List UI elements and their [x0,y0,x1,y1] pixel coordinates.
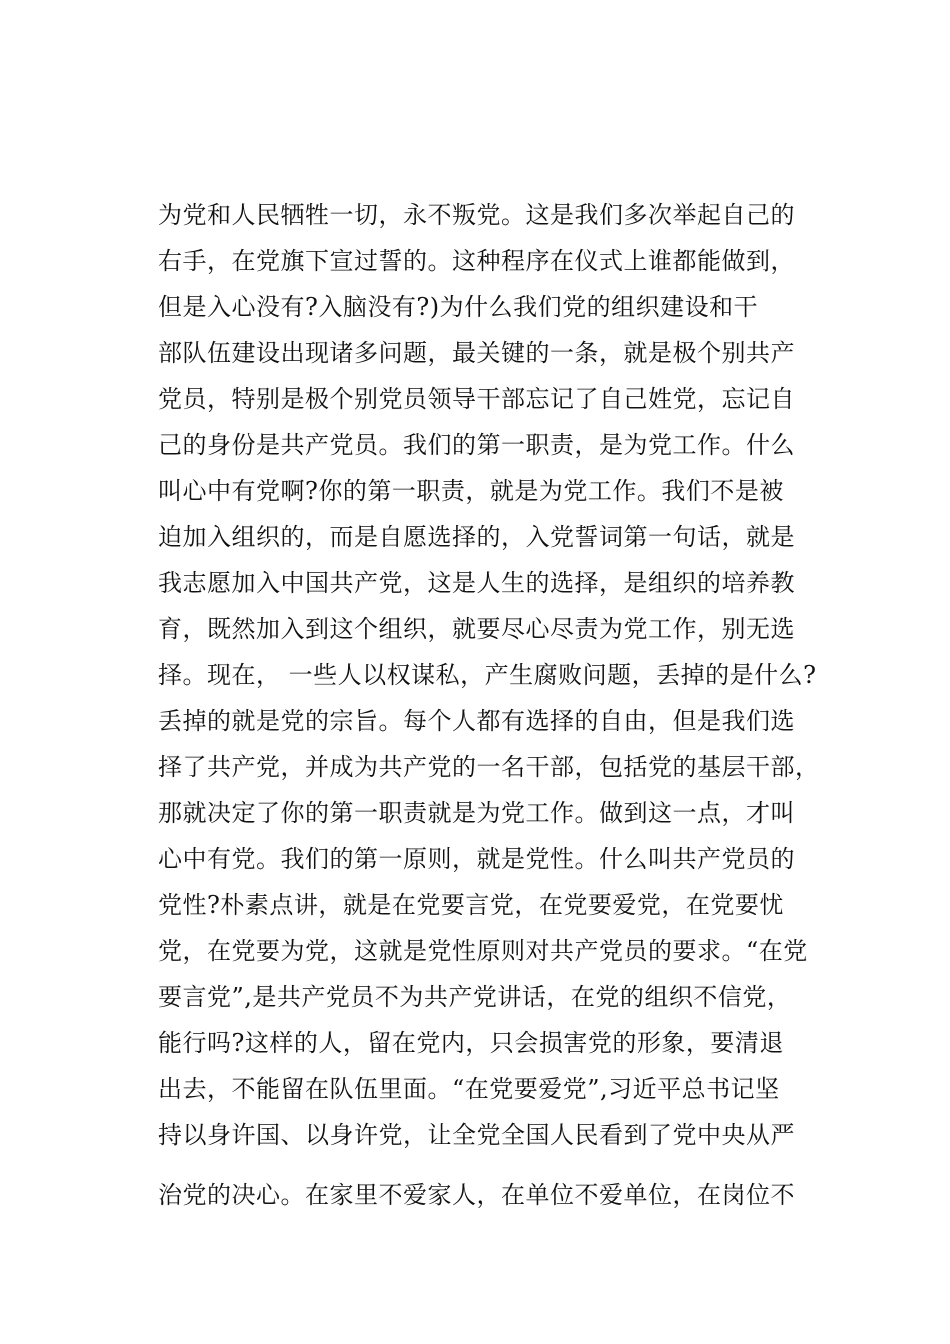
text-line: 择。现在， 一些人以权谋私，产生腐败问题，丢掉的是什么? [158,661,817,689]
text-line: 育，既然加入到这个组织，就要尽心尽责为党工作，别无选 [158,615,795,643]
text-line: 出去，不能留在队伍里面。“在党要爱党”,习近平总书记坚 [158,1075,780,1103]
text-line: 右手，在党旗下宣过誓的。这种程序在仪式上谁都能做到， [158,247,795,275]
text-line: 我志愿加入中国共产党，这是人生的选择，是组织的培养教 [158,569,795,597]
text-line: 那就决定了你的第一职责就是为党工作。做到这一点，才叫 [158,799,795,827]
text-line: 能行吗?这样的人，留在党内，只会损害党的形象，要清退 [158,1029,784,1057]
text-line: 党，在党要为党，这就是党性原则对共产党员的要求。“在党 [158,937,808,965]
text-line: 持以身许国、以身许党，让全党全国人民看到了党中央从严 [158,1121,795,1149]
text-line: 己的身份是共产党员。我们的第一职责，是为党工作。什么 [158,431,795,459]
text-line: 党性?朴素点讲，就是在党要言党，在党要爱党，在党要忧 [158,891,784,919]
text-line: 择了共产党，并成为共产党的一名干部，包括党的基层干部， [158,753,820,781]
text-line: 丢掉的就是党的宗旨。每个人都有选择的自由，但是我们选 [158,707,795,735]
text-line: 迫加入组织的，而是自愿选择的，入党誓词第一句话，就是 [158,523,795,551]
body-text [158,192,838,1218]
text-line: 党员，特别是极个别党员领导干部忘记了自己姓党，忘记自 [158,385,795,413]
text-line: 但是入心没有?入脑没有?)为什么我们党的组织建设和干 [158,293,759,321]
text-line: 要言党”,是共产党员不为共产党讲话，在党的组织不信党， [158,983,792,1011]
text-line: 部队伍建设出现诸多问题，最关键的一条，就是极个别共产 [158,339,795,367]
text-line: 叫心中有党啊?你的第一职责，就是为党工作。我们不是被 [158,477,784,505]
text-line: 心中有党。我们的第一原则，就是党性。什么叫共产党员的 [158,845,795,873]
text-line: 治党的决心。在家里不爱家人，在单位不爱单位，在岗位不 [158,1181,795,1209]
text-line: 为党和人民牺牲一切，永不叛党。这是我们多次举起自己的 [158,201,795,229]
